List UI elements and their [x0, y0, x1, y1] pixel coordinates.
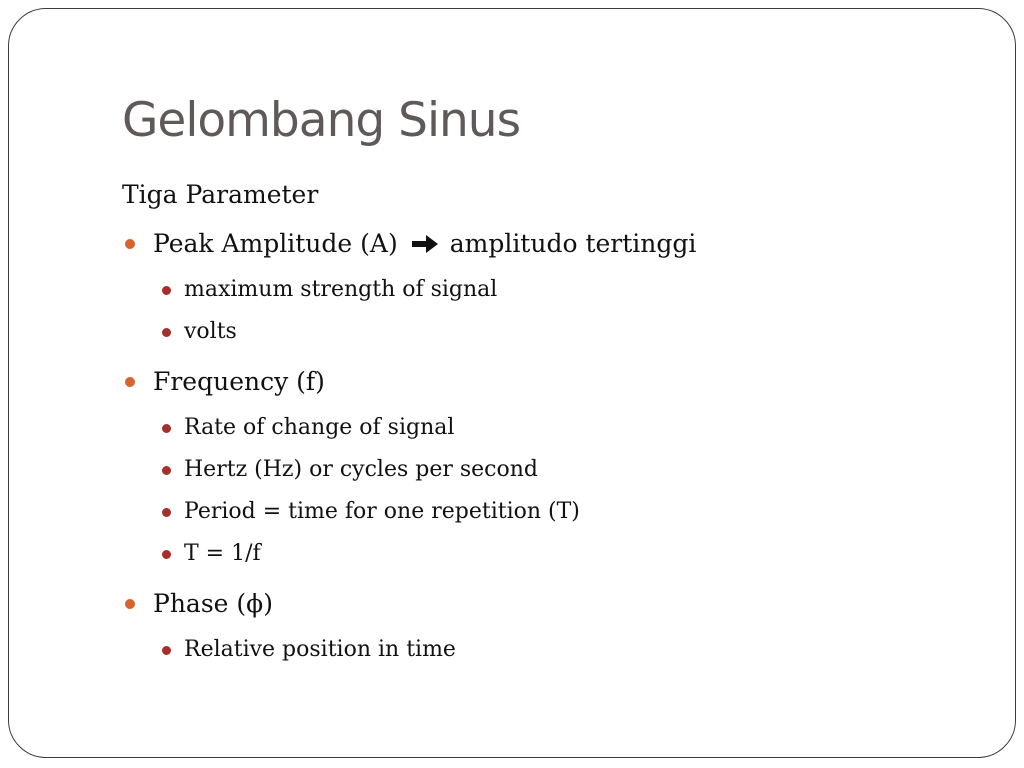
right-arrow-icon: [410, 233, 440, 255]
bullet-icon: [125, 239, 135, 249]
sub-bullet-icon: [162, 646, 171, 655]
frequency-item-text: T = 1/f: [184, 541, 261, 566]
slide-title: Gelombang Sinus: [122, 93, 521, 148]
list-item: [122, 629, 982, 671]
list-item: [122, 491, 982, 533]
list-item: [122, 311, 982, 353]
bullet-icon: [125, 599, 135, 609]
intro-text: Tiga Parameter: [122, 180, 319, 209]
sub-bullet-icon: [162, 466, 171, 475]
sub-bullet-icon: [162, 550, 171, 559]
sub-bullet-icon: [162, 328, 171, 337]
bullet-frequency: [122, 357, 982, 407]
amplitude-label: Peak Amplitude (A): [153, 229, 398, 258]
slide: [8, 8, 1016, 758]
sub-bullet-icon: [162, 286, 171, 295]
phase-item-text: Relative position in time: [184, 637, 456, 662]
amplitude-meaning: amplitudo tertinggi: [449, 229, 697, 258]
bullet-phase: [122, 579, 982, 629]
amplitude-item-text: volts: [184, 319, 237, 344]
frequency-label: Frequency (f): [153, 367, 325, 396]
bullet-amplitude: [122, 219, 982, 269]
sub-bullet-icon: [162, 508, 171, 517]
phase-label: Phase (ϕ): [153, 589, 273, 618]
frequency-item-text: Period = time for one repetition (T): [184, 499, 580, 524]
amplitude-item-text: maximum strength of signal: [184, 277, 498, 302]
list-item: [122, 269, 982, 311]
list-item: [122, 533, 982, 575]
list-item: [122, 449, 982, 491]
list-item: [122, 407, 982, 449]
slide-content: [122, 175, 982, 671]
bullet-icon: [125, 377, 135, 387]
frequency-item-text: Hertz (Hz) or cycles per second: [184, 457, 538, 482]
frequency-item-text: Rate of change of signal: [184, 415, 455, 440]
sub-bullet-icon: [162, 424, 171, 433]
